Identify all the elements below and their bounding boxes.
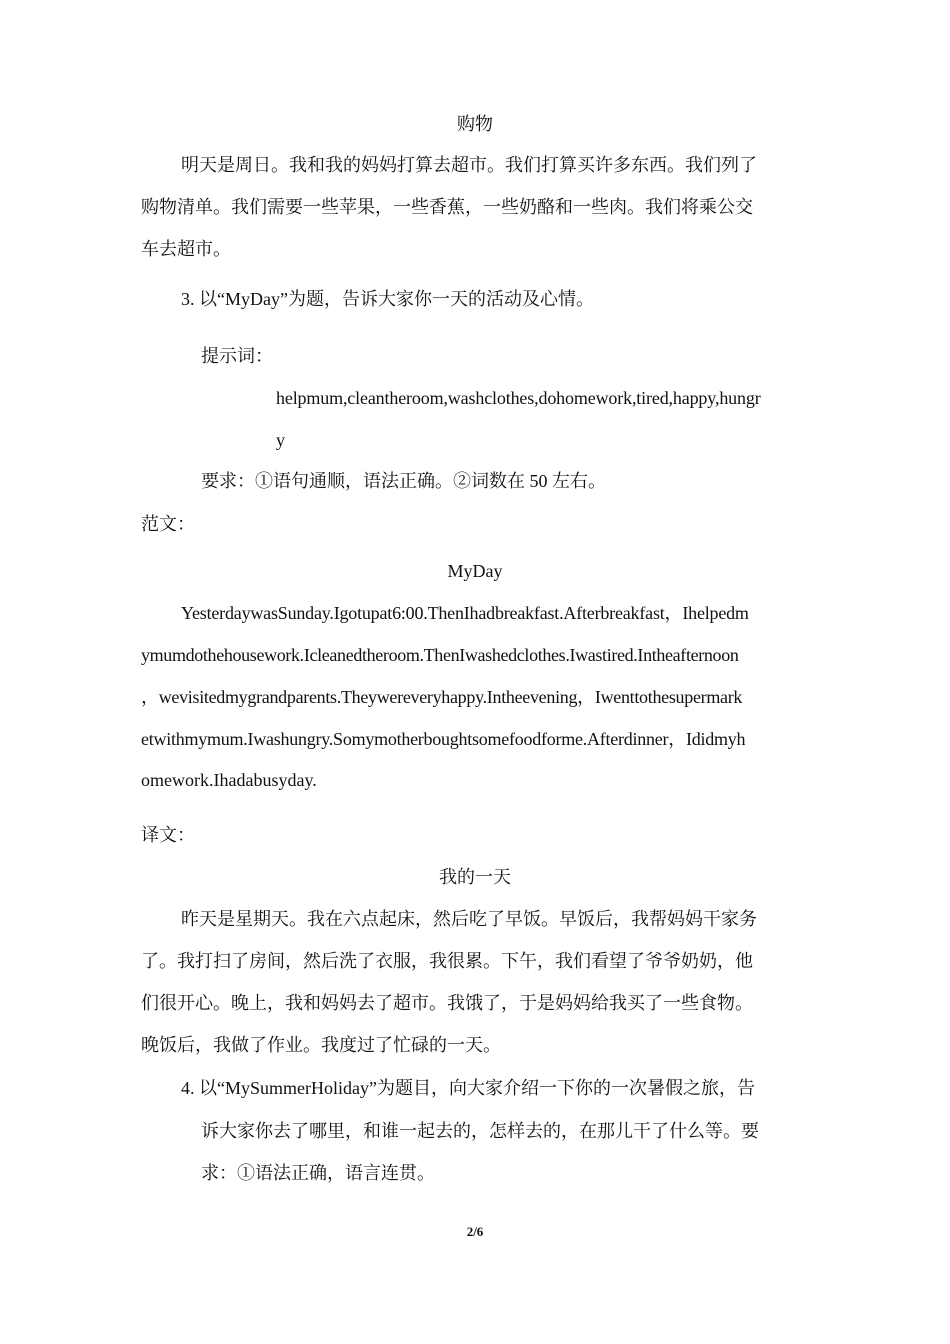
question-4-line: 诉大家你去了哪里，和谁一起去的，怎样去的，在那儿干了什么等。要: [201, 1121, 759, 1141]
hint-words: helpmum,cleantheroom,washclothes,dohomework,tired,happy,hungr: [276, 388, 761, 408]
translation-line: 昨天是星期天。我在六点起床，然后吃了早饭。早饭后，我帮妈妈干家务: [181, 909, 757, 929]
question-4-line: 求：①语法正确，语言连贯。: [201, 1163, 435, 1183]
question-4-line: 4. 以“MySummerHoliday”为题目，向大家介绍一下你的一次暑假之旅，告: [181, 1078, 755, 1098]
sample-label: 范文：: [141, 514, 195, 534]
paragraph-line: 购物清单。我们需要一些苹果，一些香蕉，一些奶酪和一些肉。我们将乘公交: [141, 197, 753, 217]
question-3-prompt: 3. 以“MyDay”为题，告诉大家你一天的活动及心情。: [181, 289, 594, 309]
hint-label: 提示词：: [201, 346, 273, 366]
sample-line: YesterdaywasSunday.Igotupat6:00.ThenIhadbreakfast.Afterbreakfast，Ihelpedm: [181, 603, 749, 623]
requirement-text: 要求：①语句通顺，语法正确。②词数在 50 左右。: [201, 471, 606, 491]
translation-line: 们很开心。晚上，我和妈妈去了超市。我饿了，于是妈妈给我买了一些食物。: [141, 993, 753, 1013]
sample-line: omework.Ihadabusyday.: [141, 770, 317, 790]
section-title-shopping: 购物: [457, 114, 493, 134]
translation-line: 晚饭后，我做了作业。我度过了忙碌的一天。: [141, 1035, 501, 1055]
sample-title: MyDay: [447, 561, 503, 581]
sample-line: etwithmymum.Iwashungry.Somymotherboughtsomefoodforme.Afterdinner，Ididmyh: [141, 729, 746, 749]
sample-line: ，wevisitedmygrandparents.Theywereveryhappy.Intheevening，Iwenttothesupermark: [141, 687, 743, 707]
sample-line: ymumdothehousework.Icleanedtheroom.ThenIwashedclothes.Iwastired.Intheafternoon: [141, 645, 739, 665]
paragraph-line: 车去超市。: [141, 239, 231, 259]
page-number: 2/6: [466, 1224, 484, 1239]
hint-words-continued: y: [276, 430, 285, 450]
paragraph-line: 明天是周日。我和我的妈妈打算去超市。我们打算买许多东西。我们列了: [181, 155, 757, 175]
translation-title: 我的一天: [439, 867, 511, 887]
translation-line: 了。我打扫了房间，然后洗了衣服，我很累。下午，我们看望了爷爷奶奶，他: [141, 951, 753, 971]
translation-label: 译文：: [141, 825, 195, 845]
